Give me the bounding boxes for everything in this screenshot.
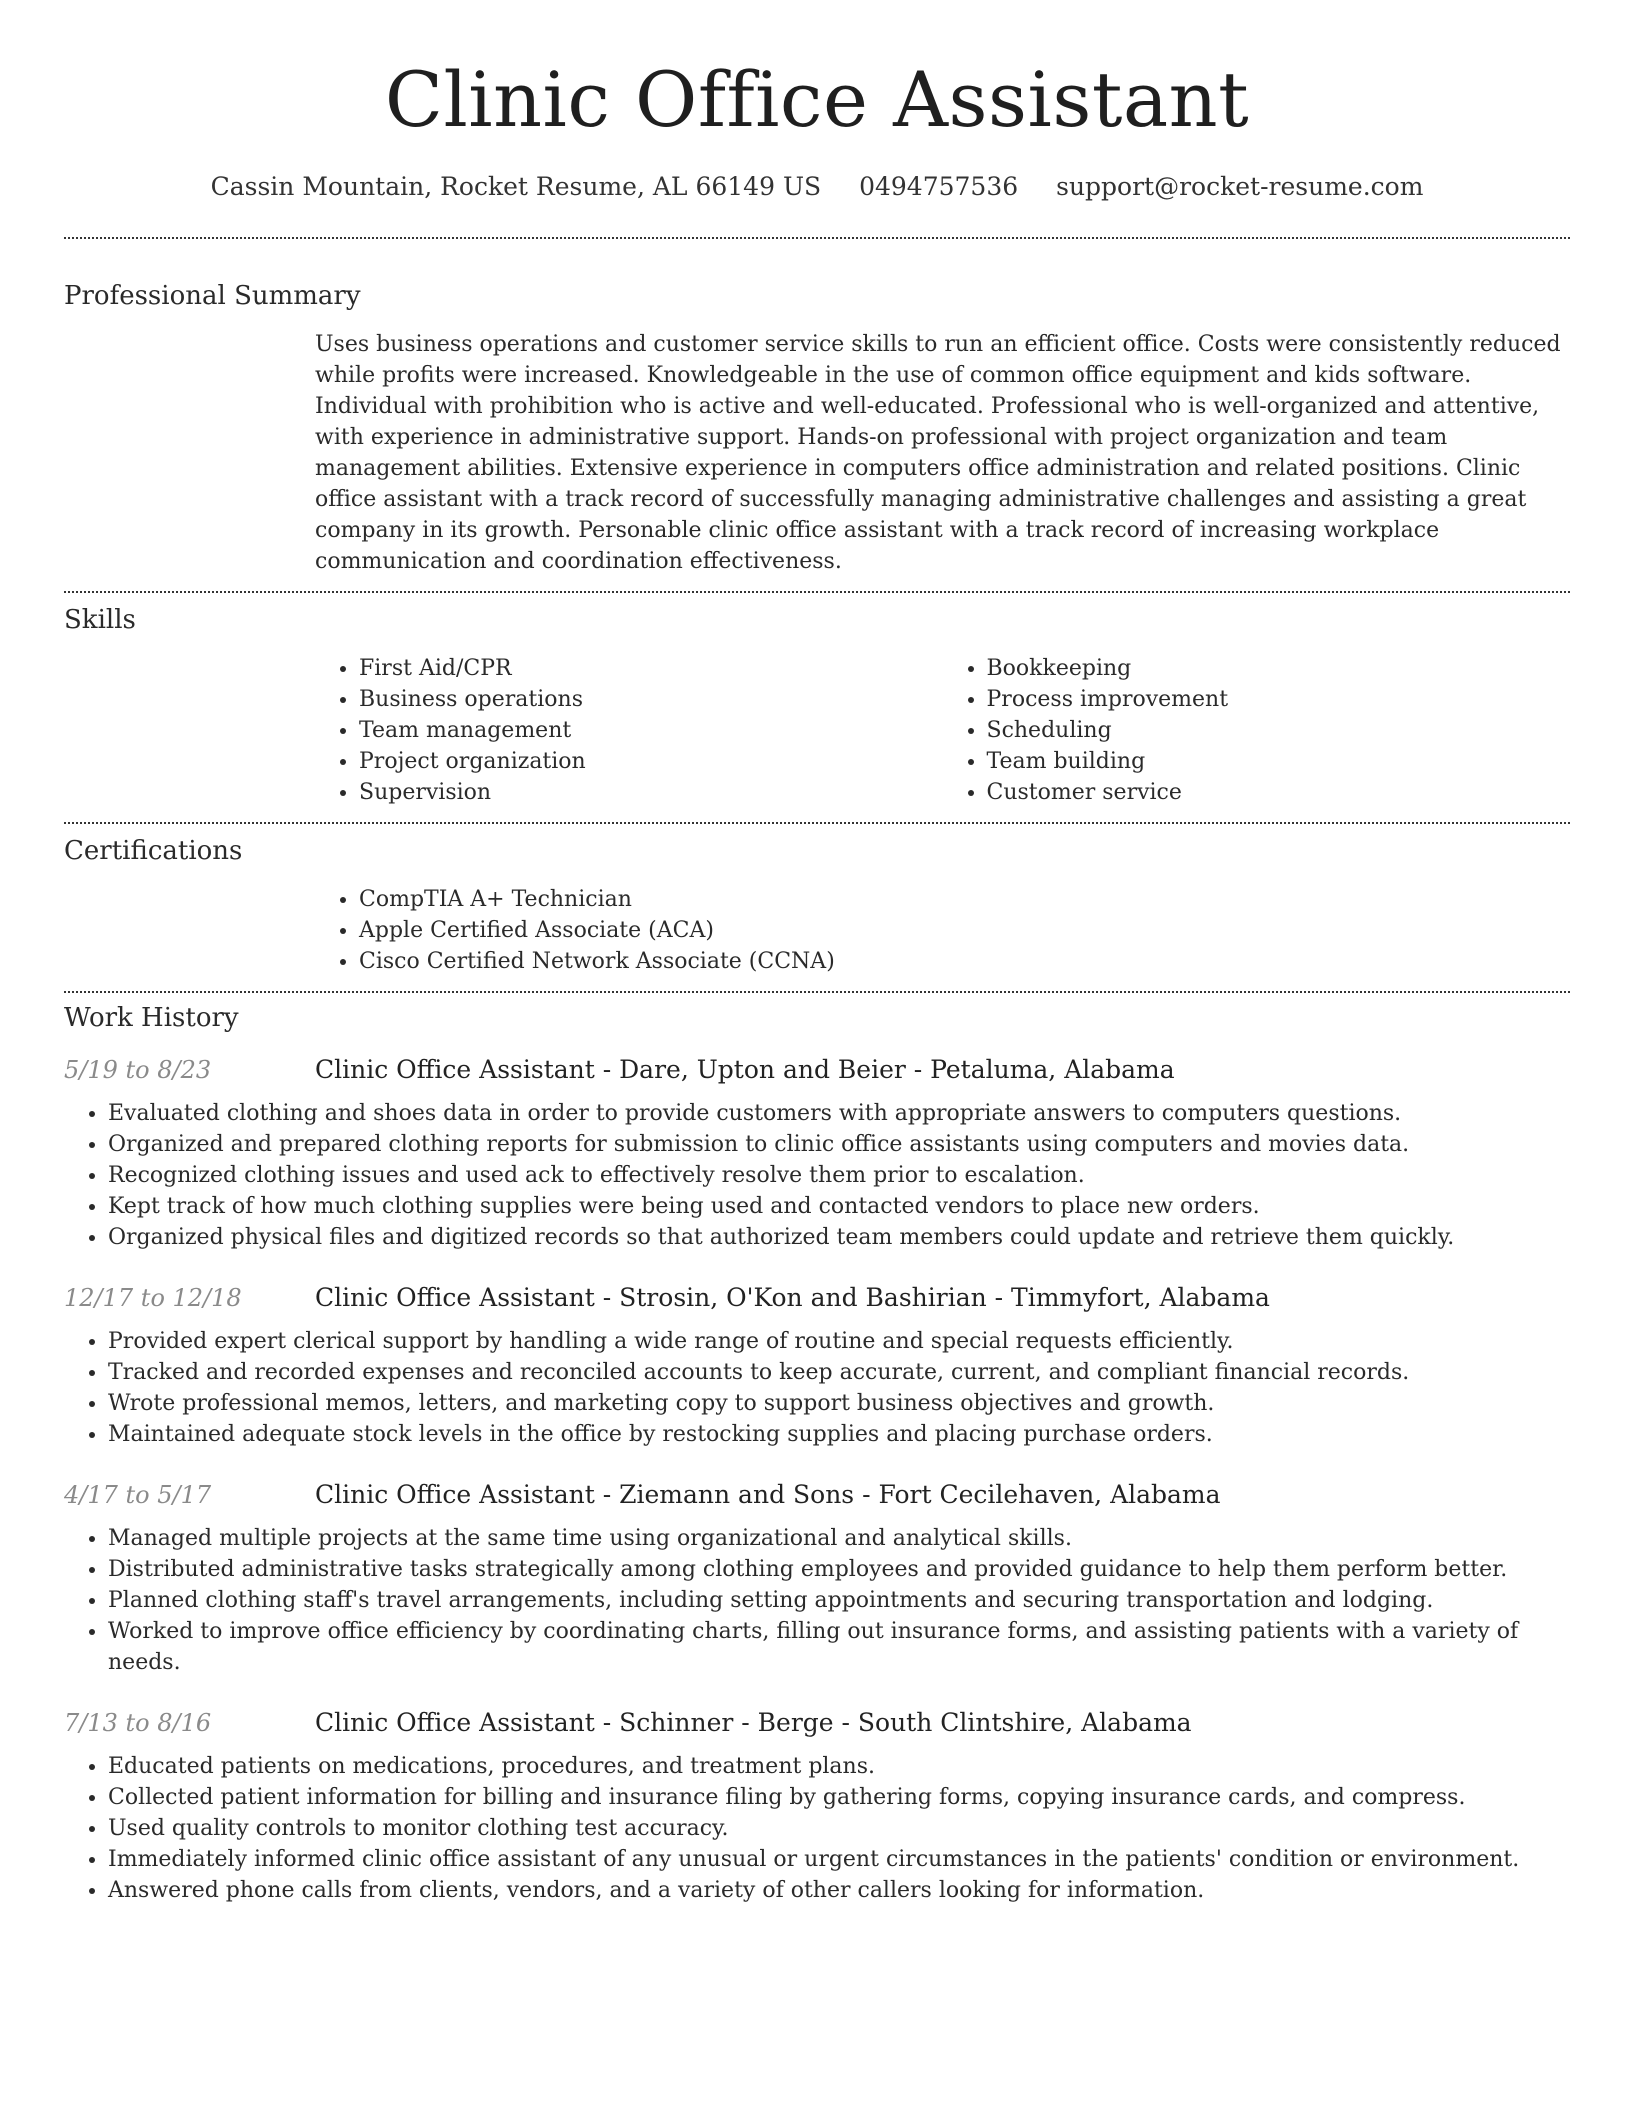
- contact-line: [64, 172, 1570, 201]
- contact-email: support@rocket-resume.com: [1056, 172, 1424, 201]
- job-header: [64, 1480, 1570, 1509]
- section-title-summary: Professional Summary: [64, 281, 361, 311]
- job-bullets: [64, 1751, 1570, 1906]
- job-bullet: • Organized physical files and digitized records so that authorized team members could update and retrieve them quickly.: [108, 1222, 1570, 1253]
- job-bullet: • Tracked and recorded expenses and reconciled accounts to keep accurate, current, and compliant financial records.: [108, 1357, 1570, 1388]
- certification-item: • Cisco Certified Network Associate (CCNA): [359, 946, 1570, 977]
- job-bullet: • Evaluated clothing and shoes data in order to provide customers with appropriate answers to computers questions.: [108, 1098, 1570, 1129]
- skill-item: • Project organization: [359, 746, 943, 777]
- section-title-work-history: Work History: [64, 1003, 239, 1033]
- certification-item: • Apple Certified Associate (ACA): [359, 915, 1570, 946]
- job-dates: 5/19 to 8/23: [64, 1056, 212, 1084]
- job-title: Clinic Office Assistant - Dare, Upton and Beier - Petaluma, Alabama: [315, 1055, 1175, 1084]
- job-bullet: • Worked to improve office efficiency by coordinating charts, filling out insurance forms, and assisting patients with a variety of needs.: [108, 1616, 1570, 1678]
- certifications-section: [315, 884, 1570, 977]
- job-title: Clinic Office Assistant - Ziemann and Sons - Fort Cecilehaven, Alabama: [315, 1480, 1221, 1509]
- job-bullet: • Organized and prepared clothing reports for submission to clinic office assistants using computers and movies data.: [108, 1129, 1570, 1160]
- job-entry: [64, 1480, 1570, 1678]
- section-title-skills: Skills: [64, 605, 136, 635]
- skill-item: • Bookkeeping: [987, 653, 1571, 684]
- skills-section: [315, 653, 1570, 808]
- job-title: Clinic Office Assistant - Strosin, O'Kon and Bashirian - Timmyfort, Alabama: [315, 1283, 1270, 1312]
- job-entry: [64, 1283, 1570, 1450]
- job-header: [64, 1055, 1570, 1084]
- candidate-name: Clinic Office Assistant: [384, 55, 1250, 144]
- divider: [64, 591, 1570, 593]
- job-title: Clinic Office Assistant - Schinner - Berge - South Clintshire, Alabama: [315, 1708, 1192, 1737]
- job-bullet: • Distributed administrative tasks strategically among clothing employees and provided guidance to help them perform better.: [108, 1554, 1570, 1585]
- resume-page: [64, 0, 1570, 1906]
- job-bullets: [64, 1326, 1570, 1450]
- job-bullets: [64, 1523, 1570, 1678]
- job-bullet: • Planned clothing staff's travel arrangements, including setting appointments and securing transportation and lodging.: [108, 1585, 1570, 1616]
- divider: [64, 237, 1570, 239]
- skill-item: • Supervision: [359, 777, 943, 808]
- section-title-certifications: Certifications: [64, 836, 243, 866]
- skills-list-right: [943, 653, 1571, 808]
- skill-item: • Scheduling: [987, 715, 1571, 746]
- skill-item: • Team building: [987, 746, 1571, 777]
- skill-item: • Process improvement: [987, 684, 1571, 715]
- job-dates: 7/13 to 8/16: [64, 1709, 212, 1737]
- job-bullet: • Provided expert clerical support by handling a wide range of routine and special requests efficiently.: [108, 1326, 1570, 1357]
- job-bullet: • Wrote professional memos, letters, and marketing copy to support business objectives and growth.: [108, 1388, 1570, 1419]
- certifications-list: [315, 884, 1570, 977]
- job-entry: [64, 1055, 1570, 1253]
- job-header: [64, 1283, 1570, 1312]
- certification-item: • CompTIA A+ Technician: [359, 884, 1570, 915]
- skill-item: • Customer service: [987, 777, 1571, 808]
- summary-section: [315, 329, 1570, 577]
- skill-item: • Business operations: [359, 684, 943, 715]
- divider: [64, 991, 1570, 993]
- skills-list-left: [315, 653, 943, 808]
- job-bullet: • Educated patients on medications, procedures, and treatment plans.: [108, 1751, 1570, 1782]
- job-bullet: • Kept track of how much clothing supplies were being used and contacted vendors to place new orders.: [108, 1191, 1570, 1222]
- contact-phone: 0494757536: [859, 172, 1019, 201]
- skill-item: • First Aid/CPR: [359, 653, 943, 684]
- job-bullet: • Managed multiple projects at the same time using organizational and analytical skills.: [108, 1523, 1570, 1554]
- job-bullet: • Collected patient information for billing and insurance filing by gathering forms, copying insurance cards, and compress.: [108, 1782, 1570, 1813]
- job-bullet: • Maintained adequate stock levels in the office by restocking supplies and placing purchase orders.: [108, 1419, 1570, 1450]
- divider: [64, 822, 1570, 824]
- job-bullet: • Recognized clothing issues and used ack to effectively resolve them prior to escalation.: [108, 1160, 1570, 1191]
- contact-address: Cassin Mountain, Rocket Resume, AL 66149 US: [210, 172, 822, 201]
- job-dates: 12/17 to 12/18: [64, 1284, 242, 1312]
- job-dates: 4/17 to 5/17: [64, 1481, 212, 1509]
- job-bullet: • Immediately informed clinic office assistant of any unusual or urgent circumstances in the patients' condition or environment.: [108, 1844, 1570, 1875]
- job-entry: [64, 1708, 1570, 1906]
- job-bullets: [64, 1098, 1570, 1253]
- skill-item: • Team management: [359, 715, 943, 746]
- summary-text: Uses business operations and customer service skills to run an efficient office. Costs were consistently reduced while profits were increased. Knowledgeable in the use of common office equipment and kids software. Individual with prohibition who is active and well-educated. Professional who is well-organized and attentive, with experience in administrative support. Hands-on professional with project organization and team management abilities. Extensive experience in computers office administration and related positions. Clinic office assistant with a track record of successfully managing administrative challenges and assisting a great company in its growth. Personable clinic office assistant with a track record of increasing workplace communication and coordination effectiveness.: [315, 332, 1561, 574]
- job-bullet: • Used quality controls to monitor clothing test accuracy.: [108, 1813, 1570, 1844]
- job-header: [64, 1708, 1570, 1737]
- job-bullet: • Answered phone calls from clients, vendors, and a variety of other callers looking for information.: [108, 1875, 1570, 1906]
